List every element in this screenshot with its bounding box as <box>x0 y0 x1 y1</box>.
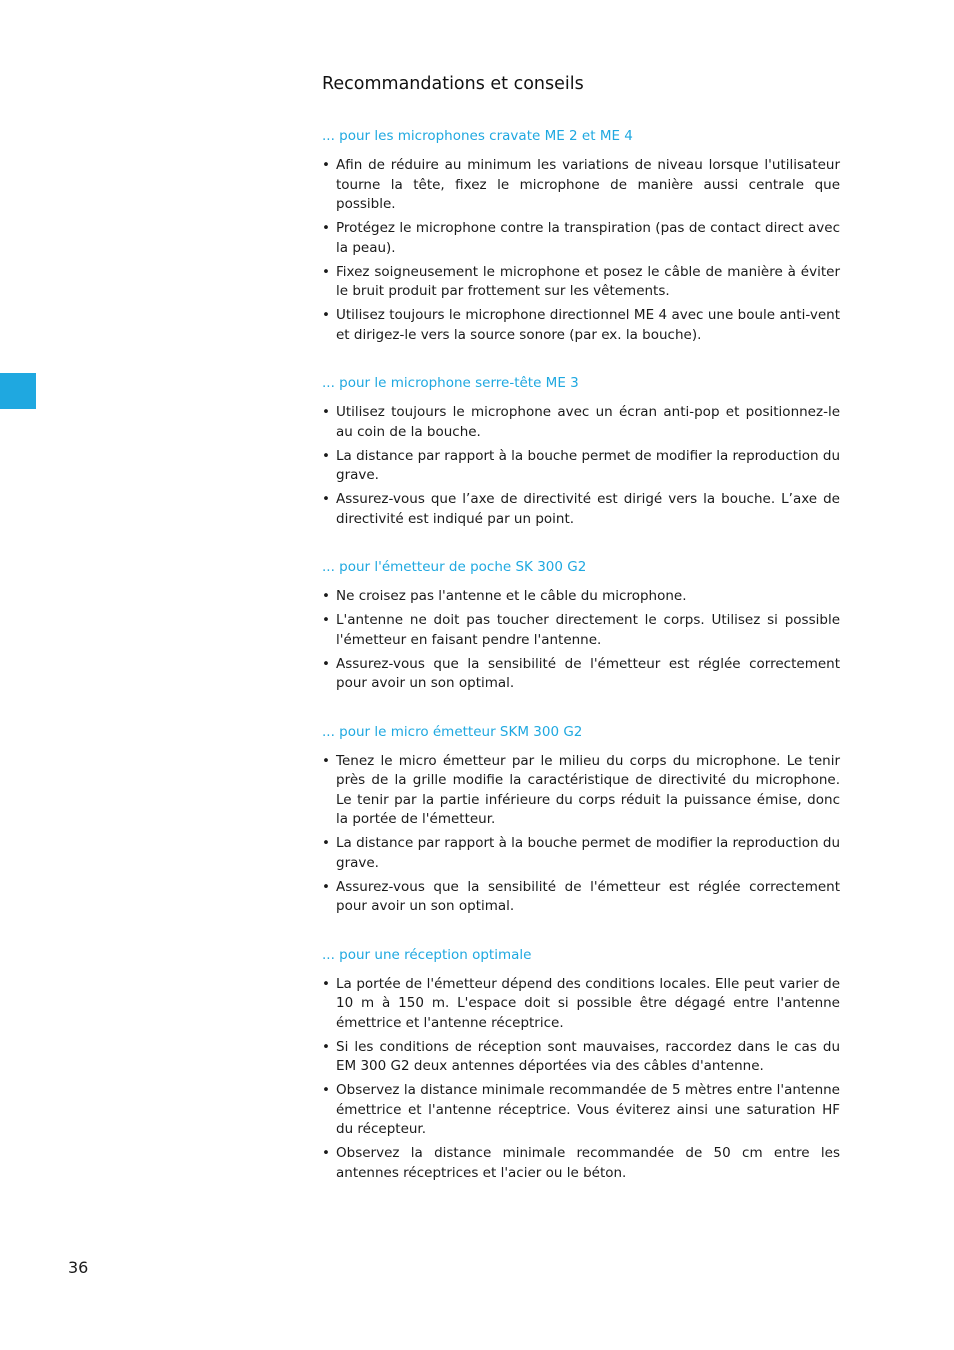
section-title: ... pour le micro émetteur SKM 300 G2 <box>322 723 583 740</box>
list-item-text: Fixez soigneusement le microphone et posez le câble de manière à éviter le bruit produit par frottement sur les vêtements. <box>336 263 840 299</box>
bullet-icon: • <box>322 612 330 628</box>
list-item-text: Utilisez toujours le microphone avec un écran anti-pop et positionnez-le au coin de la bouche. <box>336 404 840 440</box>
list-item <box>322 975 840 1034</box>
list-item <box>322 263 840 302</box>
list-item <box>322 587 840 607</box>
bullet-icon: • <box>322 588 330 604</box>
list-item-text: L'antenne ne doit pas toucher directement le corps. Utilisez si possible l'émetteur en faisant pendre l'antenne. <box>336 612 840 648</box>
bullet-list <box>322 403 840 529</box>
section-title: ... pour l'émetteur de poche SK 300 G2 <box>322 559 587 575</box>
list-item <box>322 1144 840 1183</box>
bullet-icon: • <box>322 263 330 280</box>
list-item <box>322 219 840 258</box>
list-item-text: La portée de l'émetteur dépend des conditions locales. Elle peut varier de 10 m à 150 m. L'espace doit si possible être dégagé entre l'antenne émettrice et l'antenne réceptrice. <box>336 975 840 1031</box>
bullet-icon: • <box>322 1082 330 1098</box>
chapter-tab-marker <box>0 373 36 409</box>
list-item-text: Protégez le microphone contre la transpiration (pas de contact direct avec la peau). <box>336 220 840 256</box>
list-item <box>322 834 840 873</box>
list-item-text: Assurez-vous que la sensibilité de l'émetteur est réglée correctement pour avoir un son optimal. <box>336 878 840 914</box>
bullet-icon: • <box>322 835 330 851</box>
bullet-list <box>322 752 840 917</box>
page-number: 36 <box>68 1258 89 1277</box>
list-item-text: Observez la distance minimale recommandée de 5 mètres entre l'antenne émettrice et l'antenne réceptrice. Vous éviterez ainsi une saturation HF du récepteur. <box>336 1082 840 1137</box>
section <box>322 558 840 694</box>
list-item-text: Ne croisez pas l'antenne et le câble du microphone. <box>336 588 687 604</box>
sections-container <box>322 127 840 1183</box>
bullet-list <box>322 156 840 345</box>
section <box>322 127 840 345</box>
section-title: ... pour le microphone serre-tête ME 3 <box>322 375 579 391</box>
list-item <box>322 1038 840 1077</box>
bullet-icon: • <box>322 655 330 672</box>
page-title: Recommandations et conseils <box>322 74 584 94</box>
list-item <box>322 878 840 917</box>
list-item-text: Observez la distance minimale recommandée de 50 cm entre les antennes réceptrices et l'acier ou le béton. <box>336 1145 840 1181</box>
bullet-icon: • <box>322 157 330 173</box>
list-item-text: Tenez le micro émetteur par le milieu du corps du microphone. Le tenir près de la grille modifie la caractéristique de directivité du microphone. Le tenir par la partie inférieure du corps réduit la puissance émise, donc la portée de l'émetteur. <box>336 752 840 827</box>
list-item <box>322 1081 840 1140</box>
bullet-icon: • <box>322 307 330 323</box>
section <box>322 374 840 529</box>
list-item <box>322 490 840 529</box>
main-content <box>322 72 840 1212</box>
bullet-list <box>322 975 840 1184</box>
list-item-text: Utilisez toujours le microphone directionnel ME 4 avec une boule anti-vent et dirigez-le vers la source sonore (par ex. la bouche). <box>336 307 840 343</box>
bullet-icon: • <box>322 752 330 769</box>
section-title: ... pour une réception optimale <box>322 946 532 963</box>
bullet-icon: • <box>322 404 330 420</box>
list-item <box>322 447 840 486</box>
bullet-icon: • <box>322 878 330 895</box>
list-item <box>322 655 840 694</box>
bullet-icon: • <box>322 491 330 507</box>
list-item <box>322 306 840 345</box>
bullet-icon: • <box>322 447 330 464</box>
bullet-icon: • <box>322 975 330 992</box>
section-title: ... pour les microphones cravate ME 2 et ME 4 <box>322 128 633 144</box>
list-item <box>322 752 840 830</box>
bullet-icon: • <box>322 1145 330 1161</box>
list-item <box>322 156 840 215</box>
section <box>322 946 840 1184</box>
bullet-list <box>322 587 840 694</box>
list-item <box>322 611 840 650</box>
list-item-text: La distance par rapport à la bouche permet de modifier la reproduction du grave. <box>336 447 841 483</box>
section <box>322 723 840 917</box>
list-item <box>322 403 840 442</box>
list-item-text: Afin de réduire au minimum les variations de niveau lorsque l'utilisateur tourne la tête, fixez le microphone de manière aussi centrale que possible. <box>336 157 840 212</box>
bullet-icon: • <box>322 1038 330 1055</box>
list-item-text: La distance par rapport à la bouche permet de modifier la reproduction du grave. <box>336 835 841 871</box>
list-item-text: Assurez-vous que l’axe de directivité est dirigé vers la bouche. L’axe de directivité est indiqué par un point. <box>336 491 840 527</box>
bullet-icon: • <box>322 220 330 236</box>
list-item-text: Assurez-vous que la sensibilité de l'émetteur est réglée correctement pour avoir un son optimal. <box>336 655 840 691</box>
list-item-text: Si les conditions de réception sont mauvaises, raccordez dans le cas du EM 300 G2 deux antennes déportées via des câbles d'antenne. <box>336 1038 840 1074</box>
